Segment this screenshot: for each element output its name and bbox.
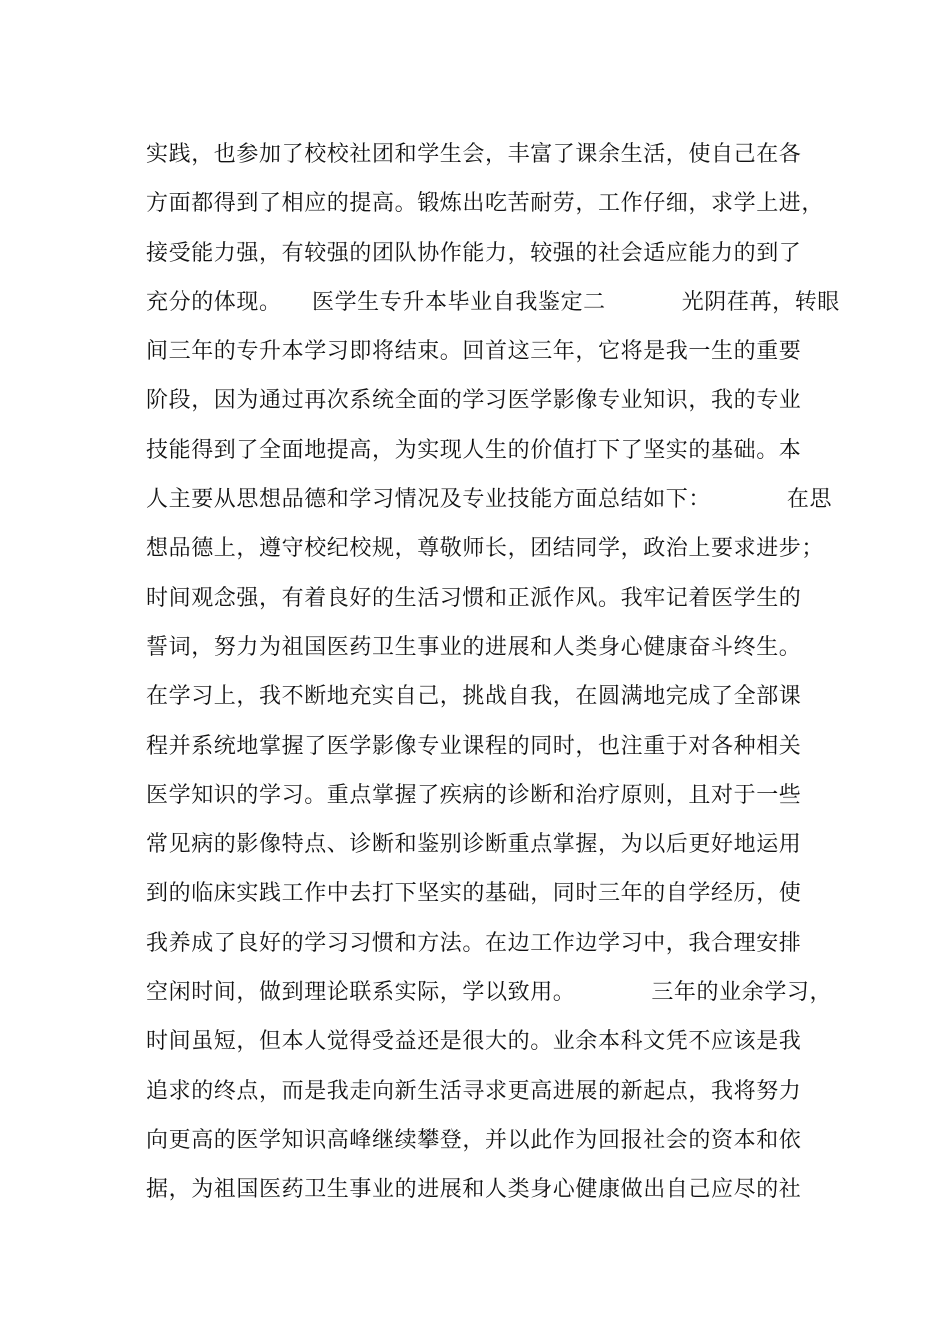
text-line: 想品德上，遵守校纪校规，尊敬师长，团结同学，政治上要求进步； <box>146 536 825 562</box>
text-line: 据，为祖国医药卫生事业的进展和人类身心健康做出自己应尽的社 <box>146 1177 802 1203</box>
text-line: 时间虽短，但本人觉得受益还是很大的。业余本科文凭不应该是我 <box>146 1029 802 1055</box>
text-line: 技能得到了全面地提高，为实现人生的价值打下了坚实的基础。本 <box>146 437 802 463</box>
body-text <box>146 130 840 1215</box>
text-line: 空闲时间，做到理论联系实际，学以致用。 三年的业余学习， <box>146 980 833 1006</box>
text-line: 程并系统地掌握了医学影像专业课程的同时，也注重于对各种相关 <box>146 733 802 759</box>
text-line: 间三年的专升本学习即将结束。回首这三年，它将是我一生的重要 <box>146 339 802 365</box>
text-line: 人主要从思想品德和学习情况及专业技能方面总结如下： 在思 <box>146 487 833 513</box>
text-line: 时间观念强，有着良好的生活习惯和正派作风。我牢记着医学生的 <box>146 585 802 611</box>
text-line: 到的临床实践工作中去打下坚实的基础，同时三年的自学经历，使 <box>146 881 802 907</box>
text-line: 方面都得到了相应的提高。锻炼出吃苦耐劳，工作仔细，求学上进， <box>146 191 825 217</box>
text-line: 在学习上，我不断地充实自己，挑战自我，在圆满地完成了全部课 <box>146 684 802 710</box>
text-line: 常见病的影像特点、诊断和鉴别诊断重点掌握，为以后更好地运用 <box>146 832 802 858</box>
text-line: 我养成了良好的学习习惯和方法。在边工作边学习中，我合理安排 <box>146 930 802 956</box>
text-line: 实践，也参加了校校社团和学生会，丰富了课余生活，使自己在各 <box>146 142 802 167</box>
text-line: 充分的体现。 医学生专升本毕业自我鉴定二 光阴荏苒，转眼 <box>146 289 840 315</box>
text-line: 追求的终点，而是我走向新生活寻求更高进展的新起点，我将努力 <box>146 1078 802 1104</box>
text-line: 接受能力强，有较强的团队协作能力，较强的社会适应能力的到了 <box>146 240 802 266</box>
text-line: 阶段，因为通过再次系统全面的学习医学影像专业知识，我的专业 <box>146 388 802 414</box>
text-line: 誓词，努力为祖国医药卫生事业的进展和人类身心健康奋斗终生。 <box>146 634 802 660</box>
text-line: 医学知识的学习。重点掌握了疾病的诊断和治疗原则，且对于一些 <box>146 782 802 808</box>
text-line: 向更高的医学知识高峰继续攀登，并以此作为回报社会的资本和依 <box>146 1127 802 1153</box>
